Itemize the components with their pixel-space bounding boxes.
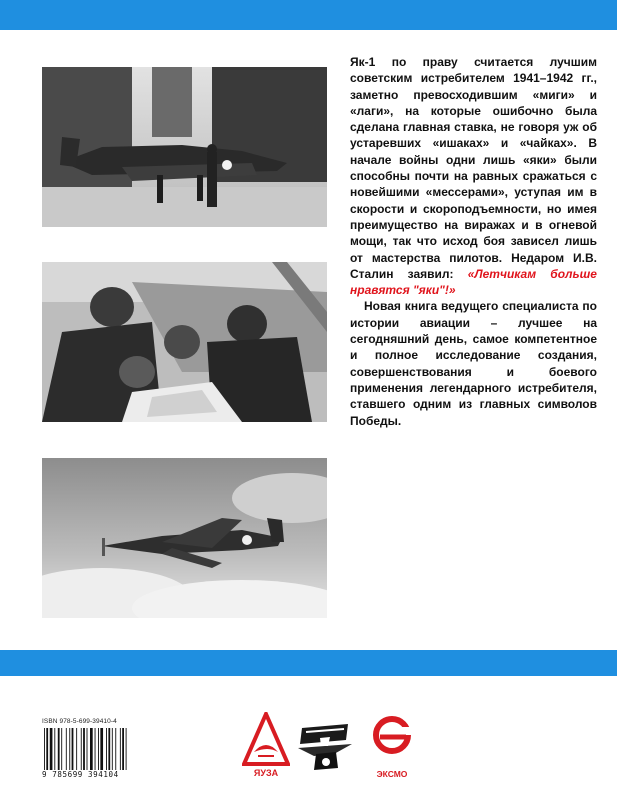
blurb-paragraph-2: Новая книга ведущего специалиста по истории авиации – лучшее на сегодняшний день, самое компетентное и полное исследование создания, совершенствования и боевого применения легендарного истребителя, ставшего одним из главных символов Победы.	[350, 299, 597, 428]
legend-series-icon	[294, 718, 356, 774]
photo-yak-in-flight	[42, 458, 327, 618]
isbn-barcode-block	[42, 718, 158, 780]
stalin-quote: «Летчикам больше нравятся "яки"!»	[350, 266, 597, 298]
yak-in-flight-image	[42, 458, 327, 618]
isbn-label: ISBN 978-5-699-39410-4	[42, 718, 117, 725]
pilots-with-map-image	[42, 262, 327, 422]
top-blue-band	[0, 0, 617, 30]
yauza-label: ЯУЗА	[253, 768, 279, 778]
blurb-paragraph-1	[350, 54, 597, 298]
yak-on-airfield-image	[42, 67, 327, 227]
yauza-triangle-icon	[242, 712, 290, 768]
blurb-lead-term: Як-1	[350, 55, 376, 69]
eksmo-e-icon	[372, 713, 412, 765]
photo-yak-on-airfield	[42, 67, 327, 227]
eksmo-publisher-logo	[372, 713, 412, 779]
yauza-publisher-logo	[242, 712, 290, 778]
legend-series-logo	[294, 718, 356, 774]
back-cover-blurb	[350, 54, 597, 429]
eksmo-label: ЭКСМО	[376, 769, 408, 779]
blurb-paragraph-1-text: по праву считается лучшим советским истребителем 1941–1942 гг., заметно превосходившим «миги» и «лаги», на которые ошибочно была сделана главная ставка, не говоря уж об устаревших «ишаках» и «чайках». В начале войны одни лишь «яки» были способны почти на равных сражаться с новейшими «мессерами», уступая им в скорости и скороподъемности, но имея преимущество на виражах и в огневой мощи, так что исход боя зависел лишь от мастерства пилотов. Недаром И.В. Сталин заявил:	[350, 55, 597, 281]
photo-pilots-with-map	[42, 262, 327, 422]
barcode-digits: 9 785699 394104	[42, 770, 119, 779]
barcode-icon	[42, 728, 158, 770]
bottom-blue-band	[0, 650, 617, 676]
